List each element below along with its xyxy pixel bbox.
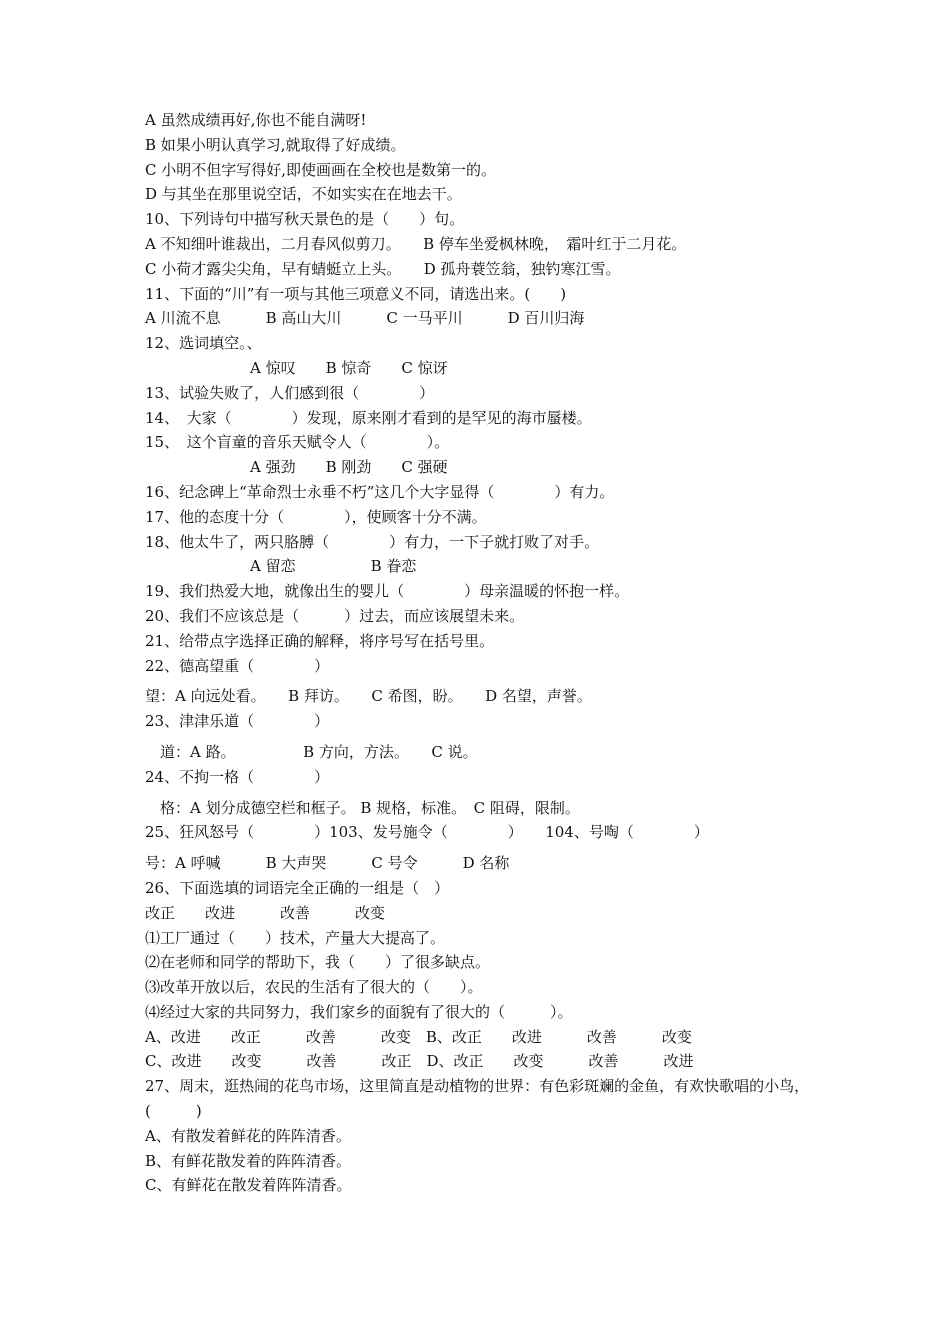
text-line: 望：A 向远处看。 B 拜访。 C 希图，盼。 D 名望，声誉。 bbox=[145, 687, 592, 706]
question-22: 22、德高望重（ ） bbox=[145, 656, 330, 675]
word-options: A 强劲 B 刚劲 C 强硬 bbox=[145, 458, 448, 477]
text-line: 格：A 划分成德空栏和框子。 B 规格，标准。 C 阻碍，限制。 bbox=[145, 798, 580, 817]
document-body bbox=[145, 108, 825, 1198]
question-12: 12、选词填空。、 bbox=[145, 334, 262, 353]
question-15: 15、 这个盲童的音乐天赋令人（ ）。 bbox=[145, 433, 450, 452]
text-line: A 虽然成绩再好,你也不能自满呀! bbox=[145, 111, 367, 129]
question-26: 26、下面选填的词语完全正确的一组是（ ） bbox=[145, 878, 450, 897]
question-21: 21、给带点字选择正确的解释，将序号写在括号里。 bbox=[145, 631, 495, 650]
text-line: 号：A 呼喊 B 大声哭 C 号令 D 名称 bbox=[145, 854, 510, 873]
question-11: 11、下面的“川”有一项与其他三项意义不同，请选出来。( ) bbox=[145, 284, 567, 303]
text-line: A、有散发着鲜花的阵阵清香。 bbox=[145, 1126, 351, 1145]
word-options: 改正 改进 改善 改变 bbox=[145, 903, 386, 922]
answer-options: A、改进 改正 改善 改变 B、改正 改进 改善 改变 bbox=[145, 1027, 692, 1046]
question-20: 20、我们不应该总是（ ）过去，而应该展望未来。 bbox=[145, 606, 525, 625]
question-13: 13、试验失败了，人们感到很（ ） bbox=[145, 383, 435, 402]
answer-options: C、改进 改变 改善 改正 D、改正 改变 改善 改进 bbox=[145, 1052, 694, 1071]
text-line: B 如果小明认真学习,就取得了好成绩。 bbox=[145, 135, 406, 154]
text-line: D 与其坐在那里说空话，不如实实在在地去干。 bbox=[145, 185, 462, 204]
question-10: 10、下列诗句中描写秋天景色的是（ ）句。 bbox=[145, 210, 465, 229]
text-line: ⑷经过大家的共同努力，我们家乡的面貌有了很大的（ ）。 bbox=[145, 1002, 573, 1021]
word-options: A 惊叹 B 惊奇 C 惊讶 bbox=[145, 358, 448, 377]
text-line: C 小荷才露尖尖角，早有蜻蜓立上头。 D 孤舟蓑笠翁，独钓寒江雪。 bbox=[145, 259, 621, 278]
text-line: ⑶改革开放以后，农民的生活有了很大的（ ）。 bbox=[145, 978, 483, 997]
text-line: A 不知细叶谁裁出，二月春风似剪刀。 B 停车坐爱枫林晚， 霜叶红于二月花。 bbox=[145, 234, 687, 253]
text-line: 道：A 路。 B 方向，方法。 C 说。 bbox=[145, 742, 478, 761]
question-19: 19、我们热爱大地，就像出生的婴儿（ ）母亲温暖的怀抱一样。 bbox=[145, 582, 630, 601]
question-23: 23、津津乐道（ ） bbox=[145, 712, 330, 731]
question-25: 25、狂风怒号（ ）103、发号施令（ ） 104、号啕（ ） bbox=[145, 823, 709, 842]
text-line: ⑵在老师和同学的帮助下，我（ ）了很多缺点。 bbox=[145, 953, 491, 972]
question-18: 18、他太牛了，两只胳膊（ ）有力，一下子就打败了对手。 bbox=[145, 532, 600, 551]
question-14: 14、 大家（ ）发现，原来刚才看到的是罕见的海市蜃楼。 bbox=[145, 408, 592, 427]
text-line: C 小明不但字写得好,即使画画在全校也是数第一的。 bbox=[145, 160, 497, 179]
word-options: A 留恋 B 眷恋 bbox=[145, 557, 417, 576]
text-line: ⑴工厂通过（ ）技术，产量大大提高了。 bbox=[145, 928, 446, 947]
question-16: 16、纪念碑上“革命烈士永垂不朽”这几个大字显得（ ）有力。 bbox=[145, 482, 615, 501]
text-line: A 川流不息 B 高山大川 C 一马平川 D 百川归海 bbox=[145, 309, 585, 328]
text-line: C、有鲜花在散发着阵阵清香。 bbox=[145, 1176, 352, 1195]
text-line: B、有鲜花散发着的阵阵清香。 bbox=[145, 1151, 352, 1170]
question-17: 17、他的态度十分（ ），使顾客十分不满。 bbox=[145, 507, 487, 526]
question-24: 24、不拘一格（ ） bbox=[145, 767, 330, 786]
question-27: 27、周末，逛热闹的花鸟市场，这里简直是动植物的世界：有色彩斑斓的金鱼，有欢快歌唱的小鸟， ( ) bbox=[145, 1077, 817, 1121]
